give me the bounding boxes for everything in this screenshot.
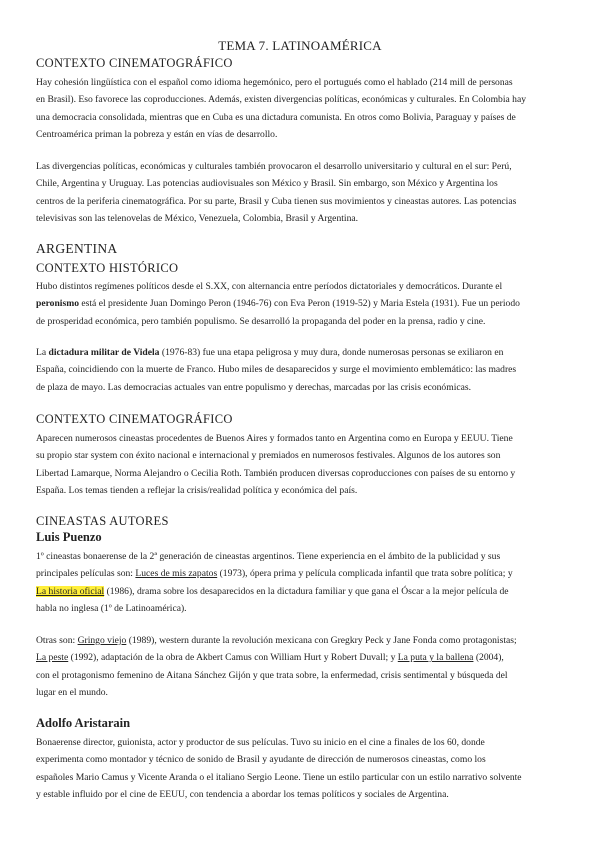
- text-line: y estable influido por el cine de EEUU, con tendencia a abordar los temas políticos y sociales de Argentina.: [36, 789, 449, 801]
- bold-term: peronismo: [36, 298, 79, 310]
- paragraph-puenzo-bio: [36, 548, 566, 618]
- section-heading-cineastas-autores: CINEASTAS AUTORES: [36, 514, 169, 528]
- text-line: experimenta como montador y técnico de sonido de Brasil y ayudante de dirección de numerosos cineastas, como los: [36, 754, 486, 766]
- text-line: Otras son: Gringo viejo (1989), western durante la revolución mexicana con Gregkry Peck y Jane Fonda como protagonistas;: [36, 635, 517, 646]
- text-line: Centroamérica priman la pobreza y están en vías de desarrollo.: [36, 129, 278, 141]
- subheading-contexto-cinematografico: CONTEXTO CINEMATOGRÁFICO: [36, 412, 233, 426]
- paragraph-puenzo-otras: [36, 632, 566, 702]
- text-line: Chile, Argentina y Uruguay. Las potencias audiovisuales son México y Brasil. Sin embargo, son México y Argentina los: [36, 178, 498, 190]
- text-line: peronismo está el presidente Juan Domingo Peron (1946-76) con Eva Peron (1919-52) y Maria Estela (1931). Fue un periodo: [36, 298, 520, 310]
- film-title: Luces de mis zapatos: [135, 568, 218, 580]
- paragraph-divergencias: [36, 158, 566, 228]
- paragraph-dictadura: [36, 344, 566, 396]
- bold-term: dictadura militar de Videla: [48, 347, 160, 358]
- text-line: españoles Mario Camus y Vicente Aranda o el italiano Sergio Leone. Tiene un estilo particular con un estilo narrativo solvente: [36, 771, 522, 783]
- text-line: habla no inglesa (1º de Latinoamérica).: [36, 603, 187, 615]
- text-line: La historia oficial (1986), drama sobre los desaparecidos en la dictadura familiar y que gana el Óscar a la mejor película de: [36, 585, 509, 597]
- text-line: Hay cohesión lingüística con el español como idioma hegemónico, pero el portugués como el hablado (214 mill de personas: [36, 77, 513, 88]
- text-line: televisivas son las telenovelas de México, Venezuela, Colombia, Brasil y Argentina.: [36, 213, 359, 225]
- text-line: principales películas son: Luces de mis zapatos (1973), ópera prima y película complicada infantil que trata sobre política; y: [36, 568, 513, 580]
- film-title: Gringo viejo: [77, 635, 127, 646]
- section-heading-argentina: ARGENTINA: [36, 241, 118, 256]
- text-line: lugar en el mundo.: [36, 687, 108, 699]
- director-name-puenzo: Luis Puenzo: [36, 530, 102, 544]
- text-line: una democracia consolidada, mientras que en Cuba es una dictadura comunista. En otros como Bolivia, Paraguay y países de: [36, 111, 516, 123]
- paragraph-regimenes: [36, 278, 566, 330]
- subheading-contexto-historico: CONTEXTO HISTÓRICO: [36, 261, 179, 275]
- text-line: España. Los temas tienden a reflejar la crisis/realidad política y económica del país.: [36, 485, 358, 497]
- text-line: con el protagonismo femenino de Aitana Sánchez Gijón y que trata sobre, la enfermedad, crisis sentimental y búsqueda del: [36, 669, 508, 681]
- text-line: de plaza de mayo. Las democracias actuales van entre populismo y derechas, marcadas por las crisis económicas.: [36, 381, 472, 393]
- director-name-aristarain: Adolfo Aristarain: [36, 716, 131, 730]
- document-title: TEMA 7. LATINOAMÉRICA: [218, 38, 382, 53]
- text-line: 1º cineastas bonaerense de la 2ª generación de cineastas argentinos. Tiene experiencia en el ámbito de la publicidad y sus: [36, 551, 501, 562]
- text-line: España, coincidiendo con la muerte de Franco. Hubo miles de desaparecidos y surge el movimiento emblemático: las madres: [36, 364, 517, 376]
- film-title: La puta y la ballena: [397, 652, 474, 664]
- paragraph-aristarain-bio: [36, 734, 566, 804]
- section-heading-contexto-cinematografico: CONTEXTO CINEMATOGRÁFICO: [36, 56, 233, 70]
- text-line: de prosperidad económica, pero también populismo. Se desarrolló la propaganda del poder en la prensa, radio y cine.: [36, 315, 486, 327]
- text-line: Aparecen numerosos cineastas procedentes de Buenos Aires y formados tanto en Argentina como en Europa y EEUU. Tiene: [36, 433, 513, 444]
- film-title-highlighted: La historia oficial: [36, 585, 105, 597]
- text-line: La dictadura militar de Videla (1976-83) fue una etapa peligrosa y muy dura, donde numerosas personas se exiliaron en: [36, 347, 504, 358]
- text-line: centros de la periferia cinematográfica. Por su parte, Brasil y Cuba tienen sus movimientos y cineastas autores. Las potencias: [36, 195, 517, 207]
- text-line: su propio star system con éxito nacional e internacional y premiados en numerosos festivales. Algunos de los autores son: [36, 450, 501, 462]
- text-line: Hubo distintos regímenes políticos desde el S.XX, con alternancia entre períodos dictatoriales y democráticos. Durante el: [36, 281, 503, 292]
- text-line: Libertad Lamarque, Norma Alejandro o Cecilia Roth. También producen diversas coproducciones con países de su entorno y: [36, 467, 516, 479]
- paragraph-cineastas: [36, 430, 566, 500]
- text-line: Las divergencias políticas, económicas y culturales también provocaron el desarrollo universitario y cultural en el sur: Perú,: [36, 161, 512, 172]
- film-title: La peste: [36, 652, 69, 664]
- paragraph-cohesion: [36, 74, 566, 144]
- text-line: en Brasil). Eso favorece las coproducciones. Además, existen divergencias políticas, económicas y culturales. En Colombia hay: [36, 94, 527, 106]
- text-line: La peste (1992), adaptación de la obra de Akbert Camus con William Hurt y Robert Duvall; y La puta y la ballena (2004),: [36, 652, 504, 664]
- text-line: Bonaerense director, guionista, actor y productor de sus películas. Tuvo su inicio en el cine a finales de los 60, donde: [36, 737, 485, 748]
